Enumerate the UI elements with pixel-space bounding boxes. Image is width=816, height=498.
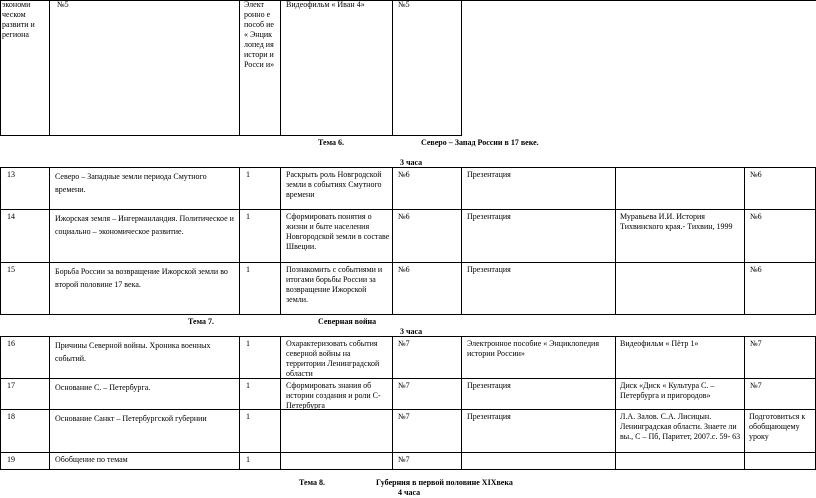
row-topic: Северо – Западные земли периода Смутного времени. — [55, 172, 207, 194]
row-number: 19 — [7, 455, 15, 464]
row-homework: №6 — [750, 212, 762, 221]
theme-8-label: Тема 8. — [299, 478, 325, 487]
row-goal: Охарактеризовать события северной войны на территории Ленинградской области — [286, 339, 380, 378]
top-cell-homework: №5 — [398, 0, 410, 9]
row-topic: Основание Санкт – Петербургской губернии — [55, 414, 207, 423]
row-extra: Диск «Диск « Культура С. – Петербурга и пригородов» — [620, 381, 715, 400]
row-homework: №6 — [750, 265, 762, 274]
row-resource: Презентация — [467, 381, 511, 390]
row-homework: №6 — [750, 170, 762, 179]
row-goal: Сформировать знания об истории создания и роли С- Петербурга — [286, 381, 381, 410]
theme-7-label: Тема 7. — [188, 317, 214, 326]
row-topic: Основание С. – Петербурга. — [55, 383, 151, 392]
row-number: 13 — [7, 170, 15, 179]
row-topic: Ижорская земля – Ингерманландия. Политическое и социально – экономическое развитие. — [55, 214, 234, 236]
row-topic: Причины Северной войны. Хроника военных событий. — [55, 341, 211, 363]
row-homework: №7 — [750, 381, 762, 390]
theme-7-title: Северная война — [318, 317, 377, 326]
row-para: №6 — [398, 170, 410, 179]
row-hours: 1 — [246, 455, 250, 464]
row-number: 15 — [7, 265, 15, 274]
row-homework: №7 — [750, 339, 762, 348]
row-extra: Видеофильм « Пётр 1» — [620, 339, 699, 348]
theme-6-hours: 3 часа — [400, 158, 423, 167]
top-cell-video: Видеофильм « Иван 4» — [286, 0, 365, 9]
theme-8-title: Губерния в первой половине XIXвека — [376, 478, 513, 487]
theme-8-hours: 4 часа — [398, 488, 421, 497]
row-extra: Муравьева И.И. История Тихвинского края.- Тихвин, 1999 — [620, 212, 733, 231]
row-para: №7 — [398, 339, 410, 348]
row-hours: 1 — [246, 265, 250, 274]
row-hours: 1 — [246, 412, 250, 421]
row-number: 16 — [7, 339, 15, 348]
row-hours: 1 — [246, 339, 250, 348]
row-resource: Презентация — [467, 412, 511, 421]
row-para: №6 — [398, 212, 410, 221]
theme-6-label: Тема 6. — [318, 138, 344, 147]
row-resource: Электронное пособие « Энциклопедия истории России» — [467, 339, 599, 358]
row-number: 17 — [7, 381, 15, 390]
row-para: №7 — [398, 455, 410, 464]
row-resource: Презентация — [467, 170, 511, 179]
row-number: 14 — [7, 212, 15, 221]
row-hours: 1 — [246, 170, 250, 179]
row-note: Подготовиться к обобщающему уроку — [749, 412, 806, 441]
top-cell-topic: экономи ческом развити и региона — [2, 0, 35, 39]
row-goal: Познакомить с событиями и итогами борьбы России за возвращение Ижорской земли. — [286, 265, 383, 304]
row-hours: 1 — [246, 212, 250, 221]
row-topic: Обобщение по темам — [55, 455, 128, 464]
top-cell-resource: Элект ронно е пособ ие « Энцик лопед ия истори и Росси и» — [244, 0, 275, 69]
row-resource: Презентация — [467, 212, 511, 221]
theme-7-hours: 3 часа — [400, 327, 423, 336]
row-para: №7 — [398, 381, 410, 390]
row-goal: Сформировать понятия о жизни и быте населения Новгородской земли в составе Швеции. — [286, 212, 390, 251]
theme-6-title: Северо – Запад России в 17 веке. — [421, 138, 539, 147]
row-topic: Борьба России за возвращение Ижорской земли во второй половине 17 века. — [55, 267, 228, 289]
row-para: №7 — [398, 412, 410, 421]
row-para: №6 — [398, 265, 410, 274]
row-resource: Презентация — [467, 265, 511, 274]
row-goal: Раскрыть роль Новгродской земли в событиях Смутного времени — [286, 170, 382, 199]
top-cell-para: №5 — [57, 0, 69, 9]
row-extra: Л.А. Залов. С.А. Лисицын. Ленинградская области. Знаете ли вы., С – Пб, Паритет, 2007.с. 59- 63 — [620, 412, 741, 441]
row-number: 18 — [7, 412, 15, 421]
row-hours: 1 — [246, 381, 250, 390]
